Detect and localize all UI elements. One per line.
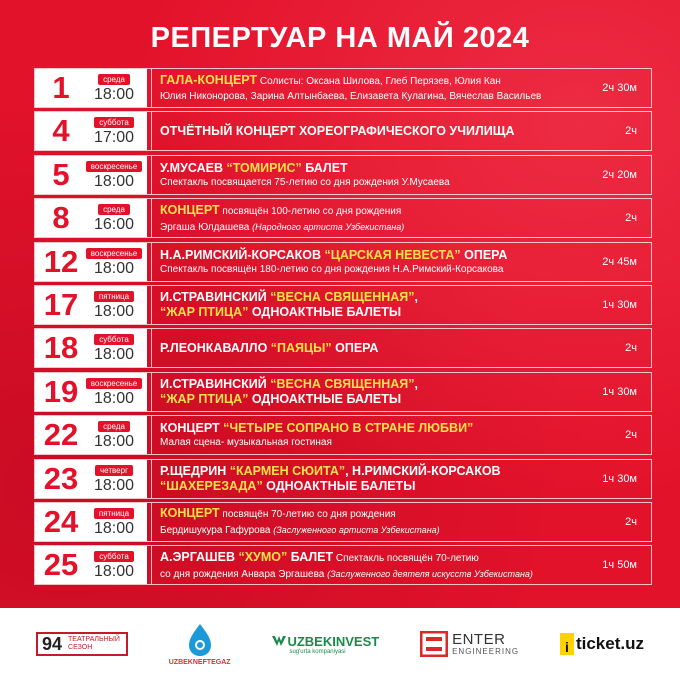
weekday-time [87, 376, 141, 408]
event-day: 19 [43, 373, 79, 409]
title-highlight: “КАРМЕН СЮИТА” [229, 463, 346, 478]
event-info [151, 503, 651, 541]
weekday-badge: четверг [95, 465, 133, 476]
iticket-logo [560, 633, 644, 655]
event-text: Эргаша Юлдашева [160, 221, 253, 233]
event-row [34, 285, 652, 325]
event-subtitle-line [160, 523, 440, 538]
event-text: , [414, 289, 418, 304]
event-duration: 1ч 30м [602, 298, 637, 311]
event-duration: 2ч [625, 212, 637, 225]
event-subtitle-line [160, 90, 541, 104]
event-time: 18:00 [93, 563, 135, 581]
event-title-line [160, 376, 418, 392]
event-duration: 2ч [625, 515, 637, 528]
weekday-time [87, 115, 141, 147]
weekday-time [87, 549, 141, 581]
weekday-badge: воскресенье [86, 248, 143, 259]
event-time: 18:00 [93, 433, 135, 451]
weekday-badge: суббота [94, 334, 134, 345]
season-94-logo [36, 632, 128, 656]
event-title-line [160, 420, 473, 436]
event-description [160, 420, 473, 450]
iticket-i-icon: i [560, 633, 574, 655]
event-info [151, 156, 651, 194]
flame-icon [187, 623, 213, 657]
honorific-text: (Заслуженного артиста Узбекистана) [273, 525, 440, 536]
event-text: Малая сцена- музыкальная гостиная [160, 437, 332, 449]
event-day: 17 [43, 286, 79, 322]
event-row [34, 545, 652, 585]
uzbekinvest-sub: sug'urta kompaniyasi [289, 648, 346, 655]
enter-engineering-logo [420, 631, 519, 657]
weekday-badge: воскресенье [86, 161, 143, 172]
event-row [34, 198, 652, 238]
event-title-line [160, 340, 378, 356]
weekday-time [87, 72, 141, 104]
event-info [151, 286, 651, 324]
event-day: 23 [43, 460, 79, 496]
title-text: ОДНОАКТНЫЕ БАЛЕТЫ [248, 391, 402, 406]
date-box [35, 503, 147, 541]
date-box [35, 416, 147, 454]
date-box [35, 546, 147, 584]
season-number: 94 [42, 633, 63, 654]
uzbekinvest-logo [271, 634, 379, 655]
title-highlight: КОНЦЕРТ [160, 506, 220, 521]
event-text: И.СТРАВИНСКИЙ [160, 376, 271, 391]
event-subtitle-line [160, 220, 404, 235]
event-info [151, 243, 651, 281]
event-text: ОПЕРА [460, 247, 508, 262]
title-highlight: ГАЛА-КОНЦЕРТ [160, 73, 258, 87]
weekday-badge: суббота [94, 551, 134, 562]
date-box [35, 69, 147, 107]
sponsors-footer [0, 608, 680, 680]
event-time: 18:00 [93, 346, 135, 364]
event-duration: 2ч 30м [602, 82, 637, 94]
event-info [151, 416, 651, 454]
event-duration: 2ч [625, 125, 637, 138]
enter-mark-icon [420, 631, 448, 657]
event-time: 18:00 [93, 476, 135, 494]
season-label-1: ТЕАТРАЛЬНЫЙ [68, 636, 120, 643]
description-text: посвящён 100-летию со дня рождения [219, 205, 402, 217]
weekday-time [87, 202, 141, 234]
honorific-text: (Заслуженного деятеля искусств Узбекистана) [327, 568, 533, 579]
event-description [160, 340, 378, 356]
date-box [35, 199, 147, 237]
event-text: , Н.РИМСКИЙ-КОРСАКОВ [345, 463, 501, 478]
event-duration: 2ч [625, 429, 637, 442]
title-highlight: КОНЦЕРТ [160, 202, 220, 217]
weekday-badge: среда [98, 421, 130, 432]
weekday-time [87, 506, 141, 538]
weekday-time [87, 419, 141, 451]
title-text: ОДНОАКТНЫЕ БАЛЕТЫ [262, 478, 416, 493]
title-highlight: “ВЕСНА СВЯЩЕННАЯ” [270, 289, 415, 304]
weekday-time [87, 159, 141, 191]
event-day: 5 [52, 156, 70, 192]
event-title-line [160, 247, 507, 263]
event-description [160, 549, 533, 582]
event-subtitle-line [160, 436, 473, 450]
event-day: 18 [43, 330, 79, 366]
event-info [151, 112, 651, 150]
date-box [35, 329, 147, 367]
honorific-text: (Народного артиста Узбекистана) [252, 221, 405, 232]
weekday-badge: суббота [94, 117, 134, 128]
event-title-line [160, 463, 501, 479]
weekday-badge: среда [98, 74, 130, 85]
title-highlight: “ЖАР ПТИЦА” [160, 304, 249, 319]
event-time: 16:00 [93, 216, 135, 234]
uzbekinvest-mark-icon [271, 634, 287, 648]
event-info [151, 460, 651, 498]
event-row [34, 242, 652, 282]
uzbekinvest-label: UZBEKINVEST [287, 633, 380, 649]
event-subtitle-line [160, 479, 501, 495]
event-description [160, 289, 418, 321]
event-row [34, 372, 652, 412]
event-day: 8 [52, 200, 70, 236]
event-duration: 1ч 30м [602, 385, 637, 398]
event-time: 18:00 [93, 259, 135, 277]
event-title-line [160, 505, 440, 523]
event-description [160, 247, 507, 277]
event-subtitle-line [160, 176, 450, 190]
event-day: 1 [52, 70, 70, 105]
event-text: Бердишукура Гафурова [160, 525, 274, 537]
weekday-badge: среда [98, 204, 130, 215]
event-day: 25 [43, 547, 79, 583]
event-description [160, 123, 515, 139]
title-highlight: “ЖАР ПТИЦА” [160, 391, 249, 406]
event-time: 18:00 [93, 86, 135, 103]
event-description [160, 202, 404, 235]
event-row [34, 155, 652, 195]
title-highlight: “ПАЯЦЫ” [270, 341, 332, 356]
enter-label: ENTER [452, 631, 506, 648]
event-time: 18:00 [93, 302, 135, 320]
event-duration: 1ч 30м [602, 472, 637, 485]
event-subtitle-line [160, 392, 418, 408]
event-subtitle-line [160, 263, 507, 277]
event-info [151, 546, 651, 584]
event-title-line [160, 202, 404, 220]
event-time: 17:00 [93, 129, 135, 147]
event-title-line [160, 72, 541, 90]
event-duration: 2ч [625, 342, 637, 355]
title-highlight: “ЦАРСКАЯ НЕВЕСТА” [324, 247, 461, 262]
event-text: А.ЭРГАШЕВ [160, 549, 239, 564]
description-text: Солисты: Оксана Шилова, Глеб Перязев, Юлия Кан [257, 76, 501, 87]
title-highlight: “ШАХЕРЕЗАДА” [160, 478, 263, 493]
event-text: И.СТРАВИНСКИЙ [160, 289, 271, 304]
event-text: со дня рождения Анвара Эргашева [160, 568, 328, 580]
event-subtitle-line [160, 567, 533, 582]
event-description [160, 463, 501, 495]
event-day: 24 [43, 503, 79, 539]
event-text: Р.ЩЕДРИН [160, 463, 230, 478]
event-row [34, 415, 652, 455]
date-box [35, 156, 147, 194]
event-duration: 1ч 50м [602, 559, 637, 572]
event-text: Р.ЛЕОНКАВАЛЛО [160, 341, 271, 356]
event-description [160, 376, 418, 408]
event-row [34, 68, 652, 108]
event-time: 18:00 [93, 389, 135, 407]
event-time: 18:00 [93, 172, 135, 190]
event-text: Спектакль посвящён 180-летию со дня рождения Н.А.Римский-Корсакова [160, 263, 504, 275]
event-info [151, 329, 651, 367]
date-box [35, 460, 147, 498]
uzbekneftegaz-logo [169, 623, 231, 666]
date-box [35, 286, 147, 324]
title-highlight: “ВЕСНА СВЯЩЕННАЯ” [270, 376, 415, 391]
event-text: Н.А.РИМСКИЙ-КОРСАКОВ [160, 247, 325, 262]
event-title-line [160, 289, 418, 305]
event-title-line [160, 123, 515, 139]
date-box [35, 243, 147, 281]
event-text: БАЛЕТ [301, 160, 348, 175]
title-highlight: “ХУМО” [238, 549, 288, 564]
event-text: КОНЦЕРТ [160, 421, 224, 436]
event-text: Спектакль посвящается 75-летию со дня рождения У.Мусаева [160, 176, 450, 188]
event-day: 22 [43, 417, 79, 453]
event-description [160, 160, 450, 190]
weekday-time [87, 332, 141, 364]
date-box [35, 373, 147, 411]
engineering-label: ENGINEERING [452, 647, 520, 656]
weekday-badge: пятница [94, 508, 134, 519]
title-highlight: “ЧЕТЫРЕ СОПРАНО В СТРАНЕ ЛЮБВИ” [223, 421, 474, 436]
event-text: ОПЕРА [331, 341, 379, 356]
event-text: БАЛЕТ [287, 549, 334, 564]
season-label-2: СЕЗОН [68, 644, 93, 651]
title-highlight: “ТОМИРИС” [226, 160, 302, 175]
event-row [34, 459, 652, 499]
event-text: , [414, 376, 418, 391]
weekday-time [87, 289, 141, 321]
date-box [35, 112, 147, 150]
event-time: 18:00 [93, 519, 135, 537]
schedule-list [34, 68, 652, 589]
event-subtitle-line [160, 305, 418, 321]
event-duration: 2ч 45м [602, 255, 637, 268]
event-info [151, 373, 651, 411]
weekday-badge: воскресенье [86, 378, 143, 389]
uzbekneftegaz-label: UZBEKNEFTEGAZ [168, 658, 231, 666]
event-info [151, 69, 651, 107]
event-description [160, 505, 440, 538]
event-row [34, 328, 652, 368]
event-title-line [160, 549, 533, 567]
weekday-time [87, 463, 141, 495]
page-title: РЕПЕРТУАР НА МАЙ 2024 [150, 22, 530, 54]
event-title-line [160, 160, 450, 176]
event-day: 4 [52, 113, 70, 149]
description-text: посвящён 70-летию со дня рождения [219, 509, 396, 521]
event-day: 12 [43, 243, 79, 279]
title-text: ОДНОАКТНЫЕ БАЛЕТЫ [248, 304, 402, 319]
iticket-label: ticket.uz [575, 634, 644, 653]
weekday-badge: пятница [94, 291, 134, 302]
event-row [34, 111, 652, 151]
event-text: ОТЧЁТНЫЙ КОНЦЕРТ ХОРЕОГРАФИЧЕСКОГО УЧИЛИЩА [160, 124, 515, 139]
event-info [151, 199, 651, 237]
event-text: Юлия Никонорова, Зарина Алтынбаева, Елизавета Кулагина, Вячеслав Васильев [160, 91, 542, 102]
event-description [160, 72, 541, 104]
event-duration: 2ч 20м [602, 168, 637, 181]
description-text: Спектакль посвящён 70-летию [333, 552, 479, 564]
weekday-time [87, 246, 141, 278]
event-row [34, 502, 652, 542]
event-text: У.МУСАЕВ [160, 160, 227, 175]
